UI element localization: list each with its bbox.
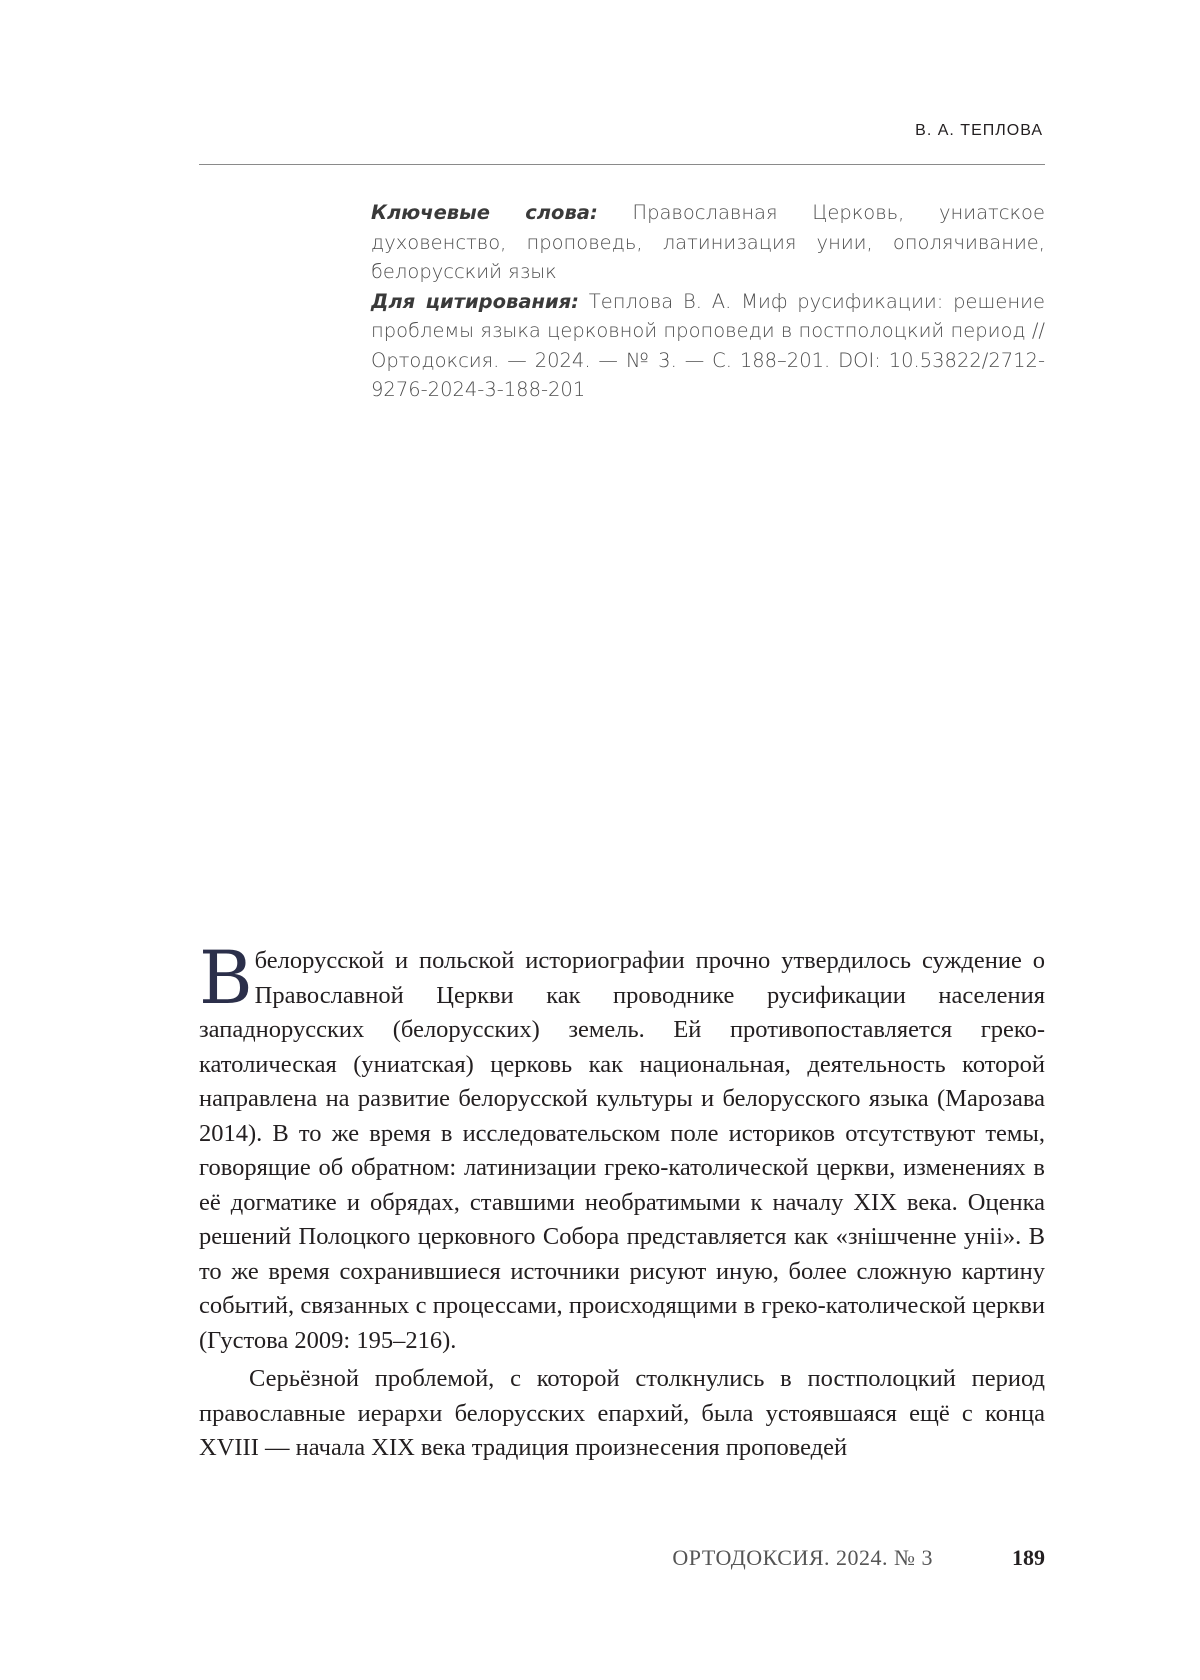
citation-text: Теплова В. А. Миф русификации: решение проблемы языка церковной проповеди в постполоцкий период // Ортодоксия. — 2024. — № 3. — С. 188–201. DOI: 10.53822/2712-9276-2024-3-188-201 (371, 289, 1045, 401)
page-number: 189 (1012, 1545, 1045, 1570)
drop-cap: В (199, 936, 253, 1021)
paragraph-1-text: белорусской и польской историографии прочно утвердилось суждение о Православной Церкви как проводнике русификации населения западнорусских (белорусских) земель. Ей противопоставляется греко-католическая (униатская) церковь как национальная, деятельность которой направлена на развитие белорусской культуры и белорусского языка (Марозава 2014). В то же время в исследовательском поле историков отсутствуют темы, говорящие об обратном: латинизации греко-католической церкви, изменениях в её догматике и обрядах, ставшими необратимыми к началу XIX века. Оценка решений Полоцкого церковного Собора представляется как «знішченне уніі». В то же время сохранившиеся источники рисуют иную, более сложную картину событий, связанных с процессами, происходящими в греко-католической церкви (Густова 2009: 195–216). (199, 947, 1045, 1354)
citation-block (371, 287, 1045, 405)
journal-title: ОРТОДОКСИЯ. 2024. № 3 (672, 1545, 933, 1570)
keywords-block (371, 198, 1045, 287)
paragraph-2: Серьёзной проблемой, с которой столкнулись в постполоцкий период православные иерархи белорусских епархий, была устоявшаяся ещё с конца XVIII — начала XIX века традиция произнесения проповедей (199, 1365, 1045, 1461)
header-divider (199, 164, 1045, 165)
article-metadata (371, 198, 1045, 405)
paragraph-1 (199, 936, 1045, 1358)
running-head-author: В. А. ТЕПЛОВА (915, 122, 1043, 139)
keywords-text: Православная Церковь, униатское духовенство, проповедь, латинизация унии, ополячивание, белорусский язык (371, 201, 1045, 283)
page-footer (199, 1545, 1045, 1575)
keywords-label: Ключевые слова: (371, 201, 598, 224)
article-body (199, 936, 1045, 1466)
citation-label: Для цитирования: (371, 289, 579, 313)
